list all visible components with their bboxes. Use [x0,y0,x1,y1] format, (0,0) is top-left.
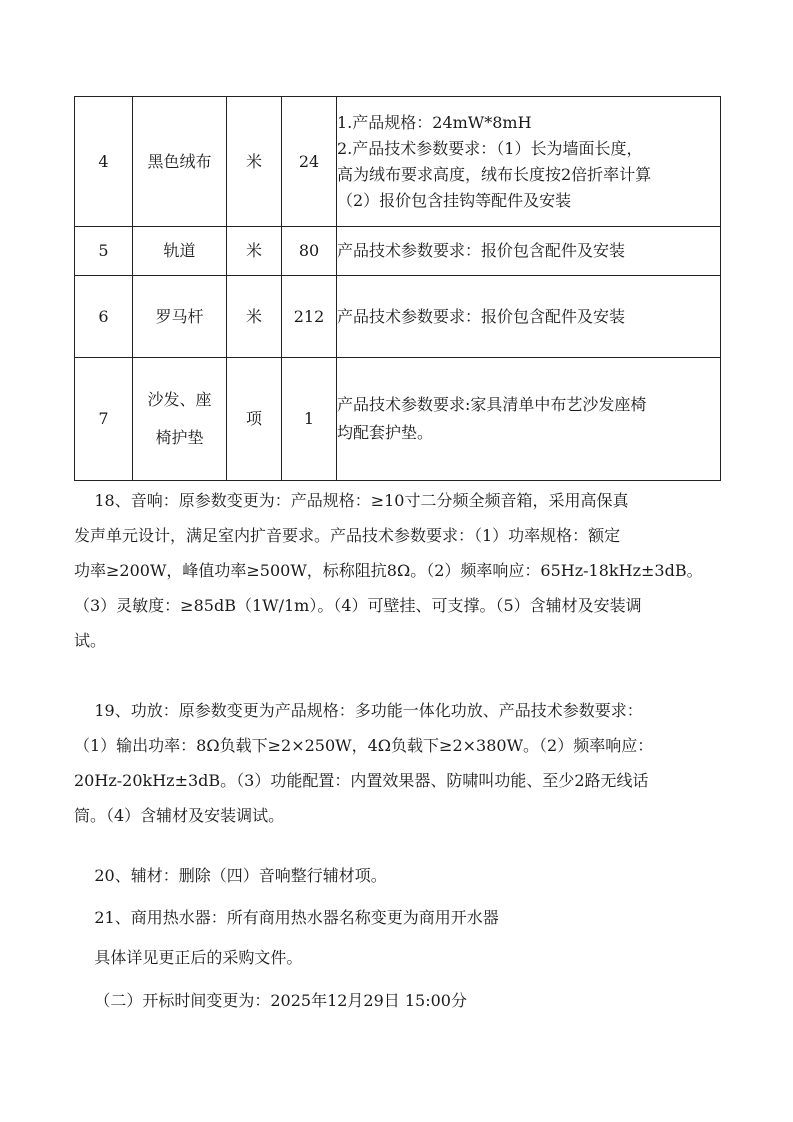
paragraph-audio-speaker [74,483,720,658]
item-name [133,97,227,227]
description-line: 均配套护垫。 [337,423,434,442]
description-line: 产品技术参数要求：报价包含配件及安装 [337,306,626,326]
text-line: （1）输出功率：8Ω负载下≥2×250W，4Ω负载下≥2×380W。（2）频率响应： [74,736,654,755]
description-cell [337,97,721,227]
quantity-cell: 212 [282,276,337,358]
item-name-line: 沙发、座 [147,390,212,409]
item-name [133,358,227,481]
text-line: 筒。（4）含辅材及安装调试。 [74,806,285,825]
description-cell [337,227,721,276]
table-row [75,276,721,358]
paragraph-bid-opening-time [74,983,720,1018]
text-line: （3）灵敏度：≥85dB（1W/1m）。（4）可壁挂、可支撑。（5）含辅材及安装调 [74,596,642,615]
text-line: 20Hz-20kHz±3dB。（3）功能配置：内置效果器、防啸叫功能、至少2路无线话 [74,771,649,790]
text-line: 21、商用热水器：所有商用热水器名称变更为商用开水器 [74,908,499,927]
description-line: 1.产品规格：24mW*8mH [337,112,532,132]
unit-cell: 米 [227,227,282,276]
unit-cell: 项 [227,358,282,481]
text-line: 发声单元设计，满足室内扩音要求。产品技术参数要求：（1）功率规格：额定 [74,526,621,545]
quantity-cell: 24 [282,97,337,227]
table-row [75,97,721,227]
quantity-cell: 80 [282,227,337,276]
item-name-line: 罗马杆 [155,306,204,326]
paragraph-amplifier [74,693,720,833]
text-line: 19、功放：原参数变更为产品规格：多功能一体化功放、产品技术参数要求： [74,701,643,720]
description-line: （2）报价包含挂钩等配件及安装 [337,190,572,210]
description-line: 产品技术参数要求：报价包含配件及安装 [337,241,626,260]
item-name-line: 轨道 [163,241,196,260]
description-line: 产品技术参数要求:家具清单中布艺沙发座椅 [337,395,647,414]
item-name [133,227,227,276]
paragraph-reference [74,940,720,975]
unit-cell: 米 [227,276,282,358]
row-number: 7 [75,358,133,481]
item-name [133,276,227,358]
paragraph-accessories [74,858,720,893]
row-number: 5 [75,227,133,276]
text-line: 具体详见更正后的采购文件。 [74,948,303,967]
description-cell [337,358,721,481]
text-line: 试。 [74,631,107,650]
table-row [75,227,721,276]
text-line: 功率≥200W，峰值功率≥500W，标称阻抗8Ω。（2）频率响应：65Hz-18kHz±3dB。 [74,561,703,580]
quantity-cell: 1 [282,358,337,481]
item-name-line: 椅护垫 [155,428,204,447]
row-number: 6 [75,276,133,358]
description-line: 2.产品技术参数要求：（1）长为墙面长度， [337,138,643,158]
text-line: 20、辅材：删除（四）音响整行辅材项。 [74,866,387,885]
text-line: （二）开标时间变更为：2025年12月29日 15:00分 [74,991,467,1010]
paragraph-water-heater [74,900,720,935]
unit-cell: 米 [227,97,282,227]
item-name-line: 黑色绒布 [147,151,212,171]
text-line: 18、音响：原参数变更为：产品规格：≥10寸二分频全频音箱，采用高保真 [74,491,629,510]
row-number: 4 [75,97,133,227]
spec-table [74,96,721,481]
table-row [75,358,721,481]
description-line: 高为绒布要求高度，绒布长度按2倍折率计算 [337,164,652,184]
description-cell [337,276,721,358]
